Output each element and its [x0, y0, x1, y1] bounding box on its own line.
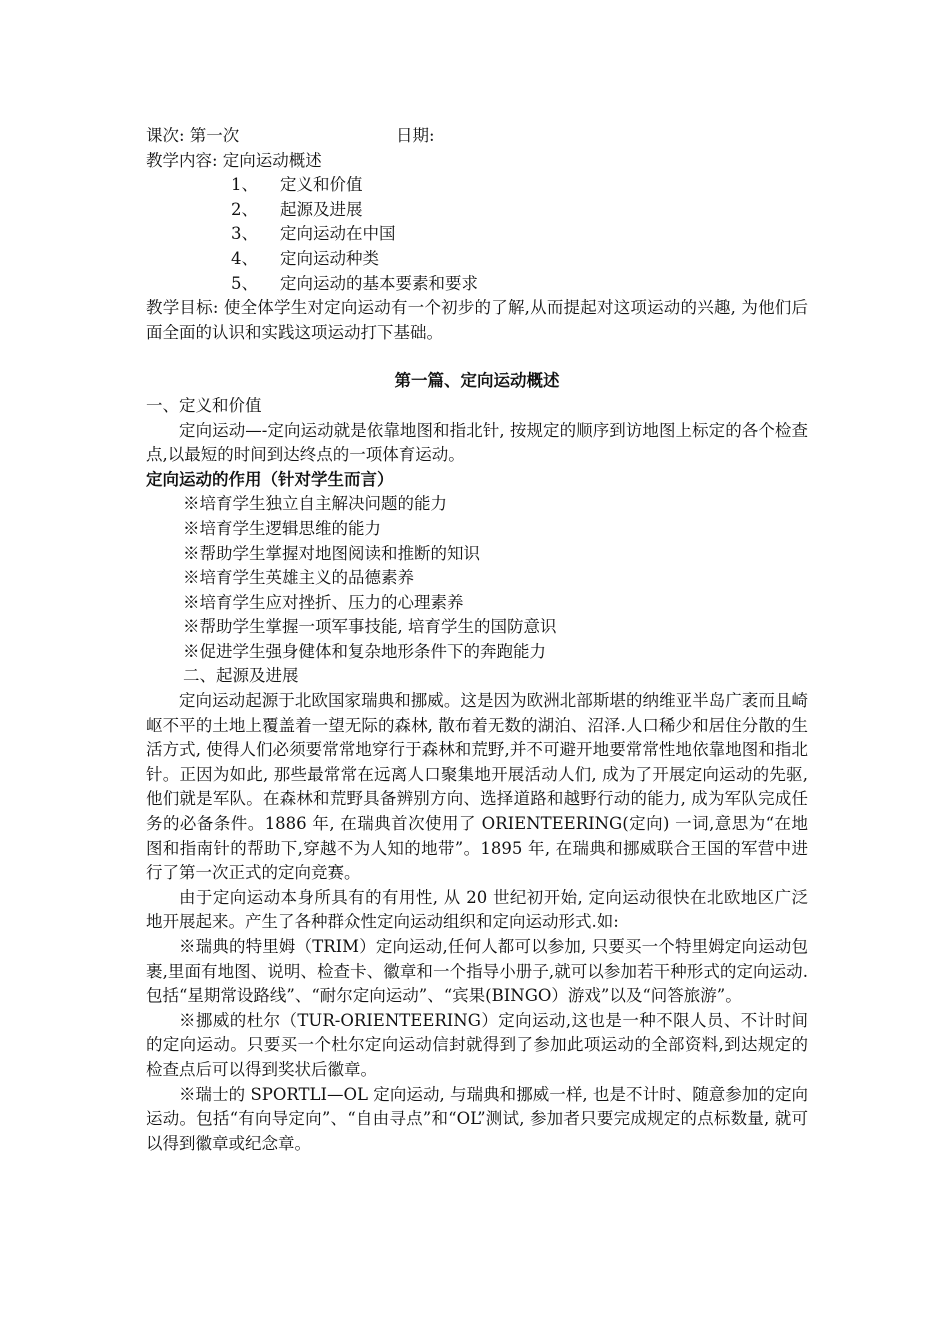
- outline-number: 3、: [231, 224, 258, 244]
- lesson-date: 日期:: [396, 126, 435, 145]
- role-title: 定向运动的作用（针对学生而言）: [146, 469, 394, 489]
- section-title-origin: 二、起源及进展: [183, 666, 299, 686]
- role-item: ※帮助学生掌握一项军事技能, 培育学生的国防意识: [183, 617, 557, 637]
- chapter-title: 第一篇、定向运动概述: [394, 371, 560, 391]
- outline-item: [146, 222, 808, 247]
- teaching-goal: 教学目标: 使全体学生对定向运动有一个初步的了解,从而提起对这项运动的兴趣, 为他们后面全面的认识和实践这项运动打下基础。: [146, 298, 808, 342]
- role-item: ※培育学生应对挫折、压力的心理素养: [183, 592, 464, 612]
- role-item: ※培育学生逻辑思维的能力: [183, 518, 381, 538]
- role-item: ※培育学生英雄主义的品德素养: [183, 568, 414, 588]
- role-item: ※帮助学生掌握对地图阅读和推断的知识: [183, 543, 480, 563]
- outline-text: 起源及进展: [280, 199, 363, 219]
- outline-number: 4、: [231, 248, 258, 268]
- outline-text: 定向运动在中国: [280, 224, 396, 244]
- outline-text: 定向运动种类: [280, 248, 379, 268]
- outline-number: 1、: [231, 175, 258, 195]
- outline-text: 定义和价值: [280, 175, 363, 195]
- outline-item: [146, 173, 808, 198]
- section-title-definition: 一、定义和价值: [146, 395, 262, 415]
- role-item: ※促进学生强身健体和复杂地形条件下的奔跑能力: [183, 641, 546, 661]
- teaching-content-label: 教学内容: 定向运动概述: [146, 150, 322, 170]
- lesson-number: 课次: 第一次: [146, 126, 240, 145]
- outline-list: [146, 173, 808, 296]
- sportli-paragraph: ※瑞士的 SPORTLI—OL 定向运动, 与瑞典和挪威一样, 也是不计时、随意参加的定向运动。包括“有向导定向”、“自由寻点”和“OL”测试, 参加者只要完成规定的点标数量, 就可以得到徽章或纪念章。: [146, 1084, 808, 1153]
- role-list: [146, 492, 808, 664]
- document-body: [146, 124, 808, 1156]
- outline-item: [146, 272, 808, 297]
- outline-number: 5、: [231, 273, 258, 293]
- outline-number: 2、: [231, 199, 258, 219]
- development-paragraph: 由于定向运动本身所具有的有用性, 从 20 世纪初开始, 定向运动很快在北欧地区广泛地开展起来。产生了各种群众性定向运动组织和定向运动形式.如:: [146, 887, 808, 932]
- trim-paragraph: ※瑞典的特里姆（TRIM）定向运动,任何人都可以参加, 只要买一个特里姆定向运动包裹,里面有地图、说明、检查卡、徽章和一个指导小册子,就可以参加若干种形式的定向运动.包括“星期常设路线”、“耐尔定向运动”、“宾果(BINGO）游戏”以及“问答旅游”。: [146, 937, 808, 1006]
- outline-item: [146, 198, 808, 223]
- origin-paragraph: 定向运动起源于北欧国家瑞典和挪威。这是因为欧洲北部斯堪的纳维亚半岛广袤而且崎岖不平的土地上覆盖着一望无际的森林, 散布着无数的湖泊、沼泽.人口稀少和居住分散的生活方式, 使得人们必须要常常地穿行于森林和荒野,并不可避开地要常常性地依靠地图和指北针。正因为如此, 那些最常常在远离人口聚集地开展活动人们, 成为了开展定向运动的先驱,他们就是军队。在森林和荒野具备辨别方向、选择道路和越野行动的能力, 成为军队完成任务的必备条件。1886 年, 在瑞典首次使用了 ORIENTEERING(定向) 一词,意思为“在地图和指南针的帮助下,穿越不为人知的地带”。1895 年, 在瑞典和挪威联合王国的军营中进行了第一次正式的定向竞赛。: [146, 691, 808, 883]
- lesson-header: [146, 124, 808, 149]
- role-item: ※培育学生独立自主解决问题的能力: [183, 494, 447, 514]
- definition-paragraph: 定向运动—-定向运动就是依靠地图和指北针, 按规定的顺序到访地图上标定的各个检查点,以最短的时间到达终点的一项体育运动。: [146, 420, 808, 465]
- tur-paragraph: ※挪威的杜尔（TUR-ORIENTEERING）定向运动,这也是一种不限人员、不计时间的定向运动。只要买一个杜尔定向运动信封就得到了参加此项运动的全部资料,到达规定的检查点后可以得到奖状后徽章。: [146, 1010, 808, 1079]
- outline-text: 定向运动的基本要素和要求: [280, 273, 478, 293]
- outline-item: [146, 247, 808, 272]
